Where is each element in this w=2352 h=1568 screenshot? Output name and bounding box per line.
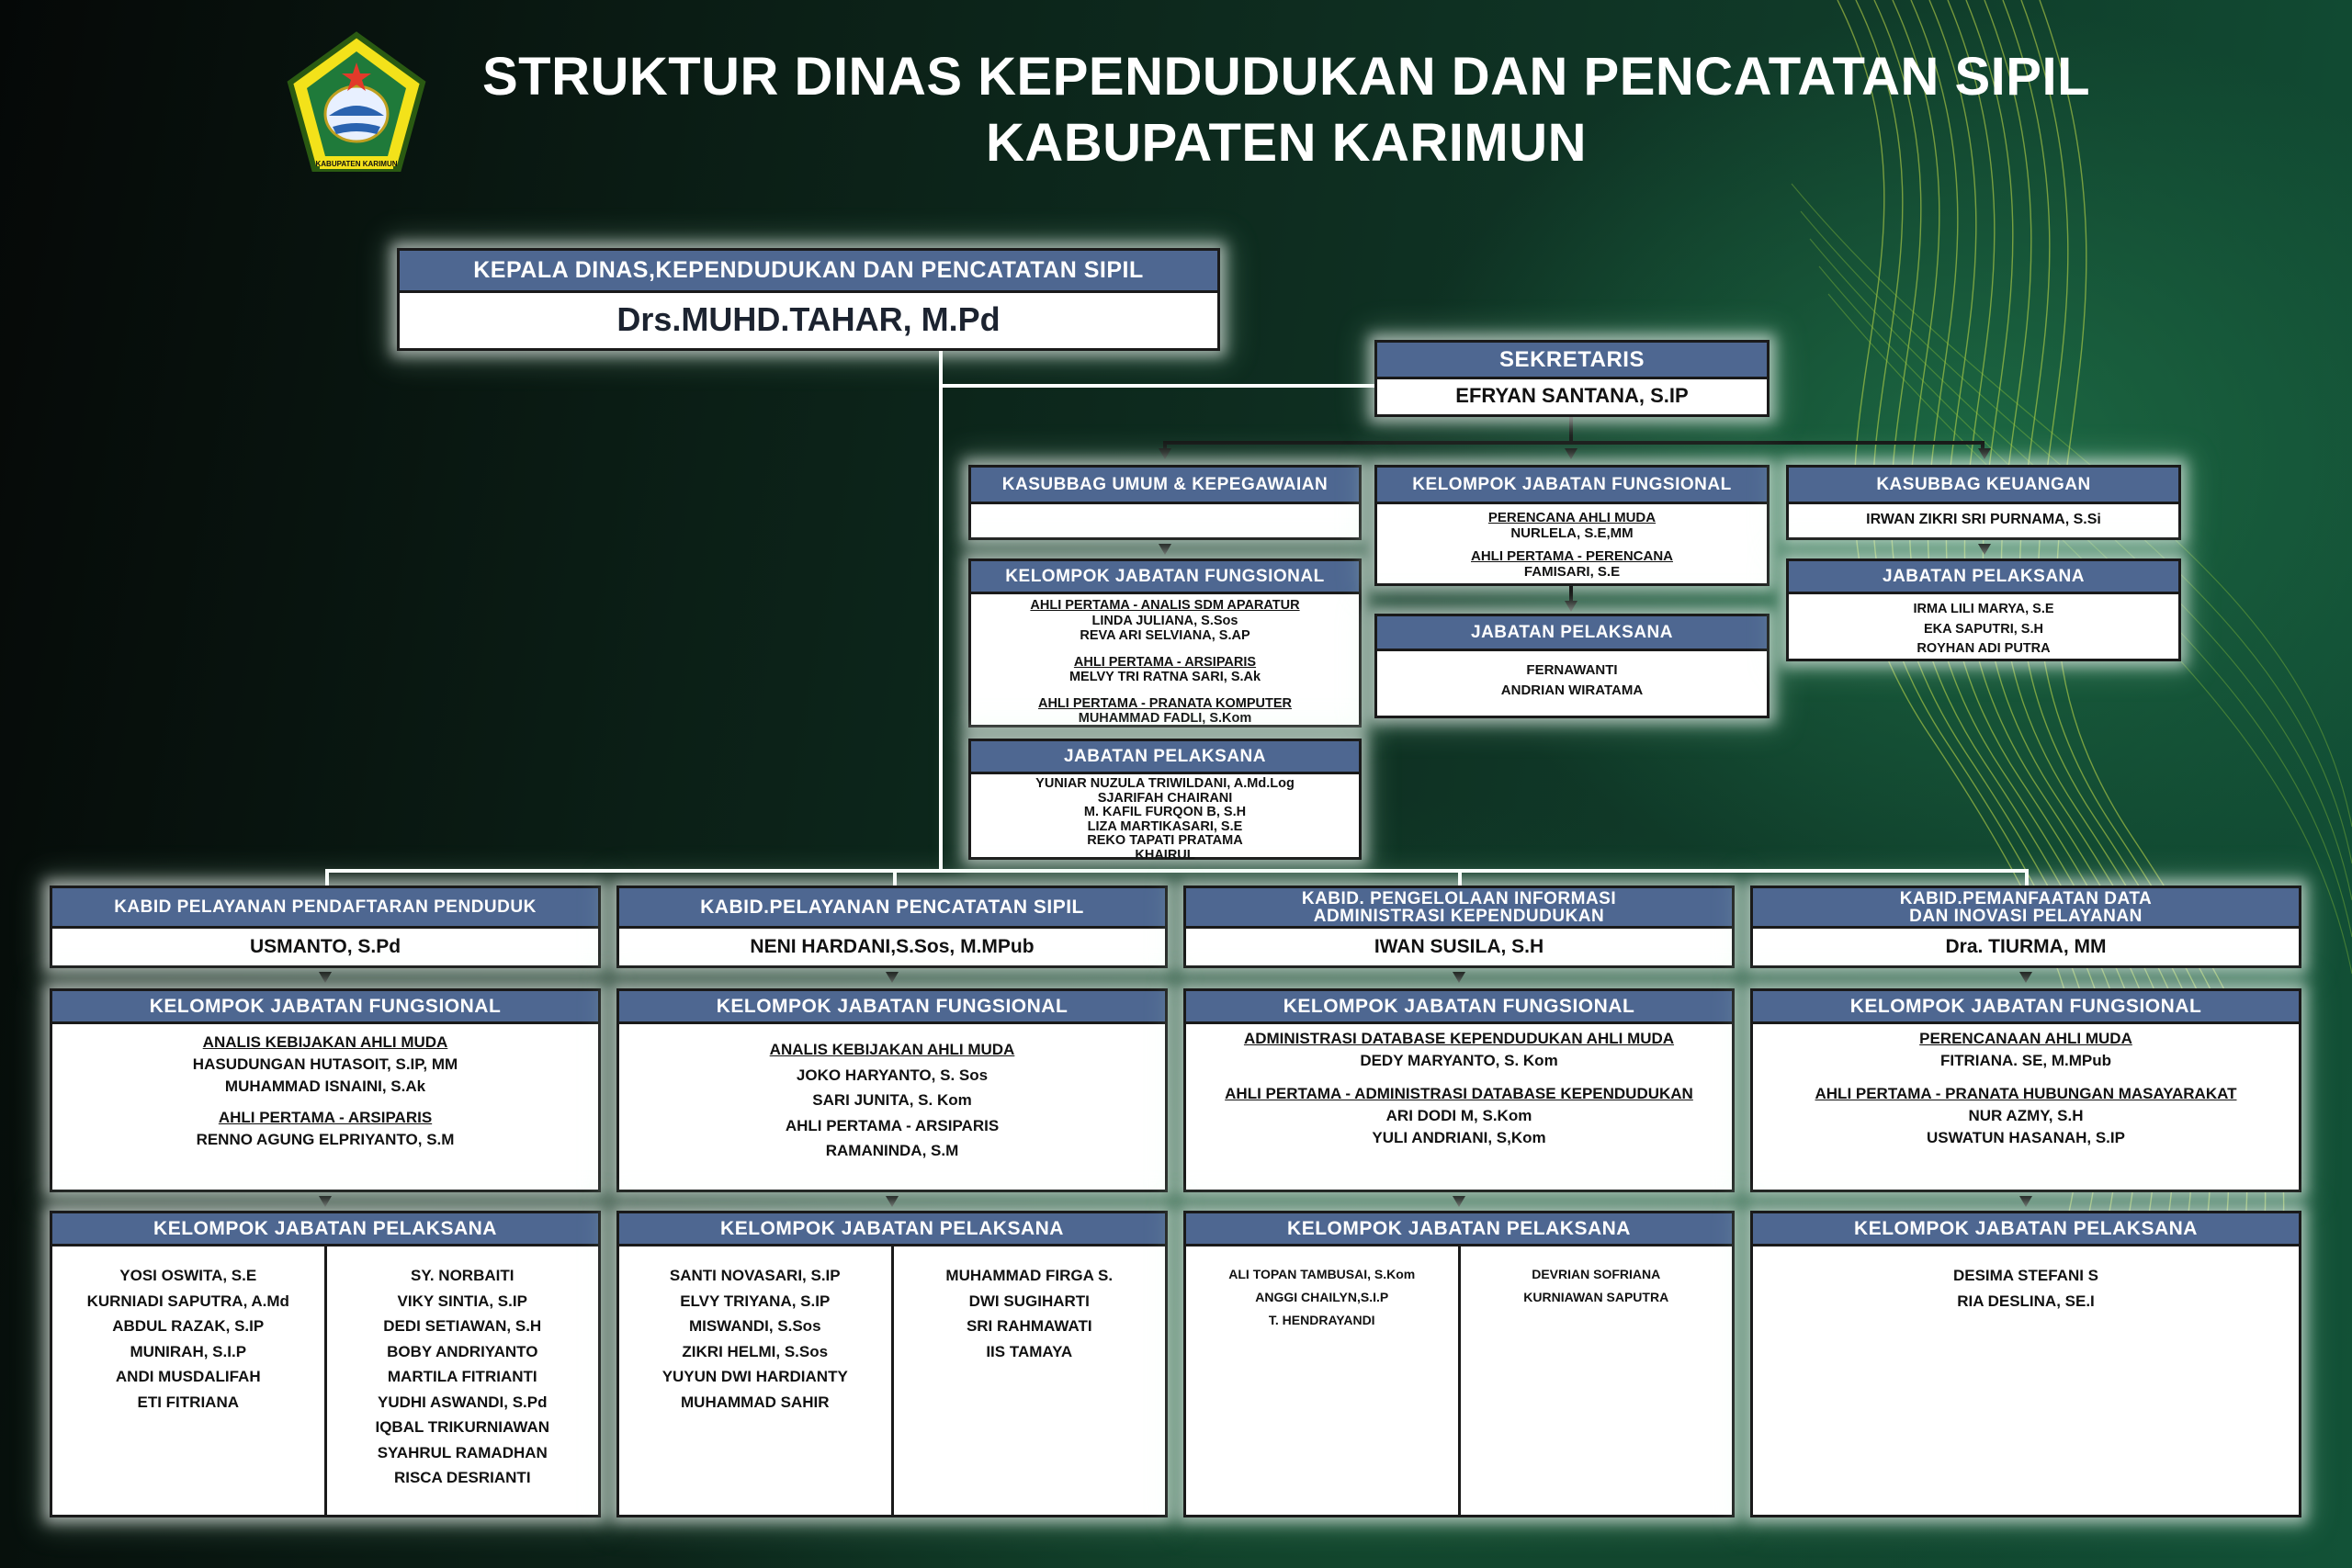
pelaksana-member: ABDUL RAZAK, S.IP [112, 1317, 265, 1335]
pelaksana-member: SRI RAHMAWATI [966, 1317, 1092, 1335]
connector-kabid4 [2025, 869, 2029, 887]
pelaksana-member: T. HENDRAYANDI [1268, 1313, 1375, 1327]
sekretaris-box [1374, 340, 1770, 417]
kabid-pelaksana-box [1183, 1211, 1735, 1517]
kabid-box [616, 886, 1168, 968]
umum-pelaksana-member: M. KAFIL FURQON B, S.H [1083, 805, 1247, 819]
arrow-fungsional-to-pelaksana [886, 1196, 899, 1207]
arrow-keu-to-pelaksana [1978, 544, 1991, 555]
umum-fungsional-group-title: AHLI PERTAMA - ANALIS SDM APARATUR [1030, 598, 1300, 613]
fungsional-member: JOKO HARYANTO, S. Sos [796, 1066, 989, 1084]
sek-fungsional-header: KELOMPOK JABATAN FUNGSIONAL [1377, 468, 1767, 504]
kabid-pelaksana-header: KELOMPOK JABATAN PELAKSANA [52, 1213, 598, 1247]
pelaksana-member: MUNIRAH, S.I.P [130, 1342, 247, 1360]
pelaksana-member: DESIMA STEFANI S [1952, 1267, 2099, 1284]
fungsional-member: DEDY MARYANTO, S. Kom [1360, 1052, 1558, 1069]
kabid-fungsional-header: KELOMPOK JABATAN FUNGSIONAL [619, 991, 1165, 1024]
umum-pelaksana-member: SJARIFAH CHAIRANI [1097, 790, 1233, 806]
pelaksana-member: DEVRIAN SOFRIANA [1532, 1267, 1661, 1281]
kasubbag-keuangan-name: IRWAN ZIKRI SRI PURNAMA, S.Si [1866, 512, 2101, 527]
connector-sek-branch [1163, 441, 1984, 445]
pelaksana-member: ETI FITRIANA [137, 1393, 239, 1411]
fungsional-member: SARI JUNITA, S. Kom [812, 1091, 972, 1109]
connector-kabid-bus [325, 869, 2027, 873]
title-line-1: STRUKTUR DINAS KEPENDUDUKAN DAN PENCATATAN SIPIL [481, 47, 2091, 107]
sek-pelaksana-member: ANDRIAN WIRATAMA [1500, 682, 1644, 698]
pelaksana-member: ZIKRI HELMI, S.Sos [682, 1342, 829, 1360]
sekretaris-header: SEKRETARIS [1377, 343, 1767, 379]
pelaksana-member: DWI SUGIHARTI [968, 1292, 1090, 1310]
fungsional-group-title: AHLI PERTAMA - ARSIPARIS [218, 1109, 433, 1126]
pelaksana-member: IIS TAMAYA [986, 1342, 1073, 1360]
kabid-pelaksana-box [50, 1211, 601, 1517]
fungsional-member: ARI DODI M, S.Kom [1385, 1107, 1532, 1124]
connector-umum-drop [1163, 441, 1167, 450]
arrow-fungsional-to-pelaksana [2019, 1196, 2032, 1207]
kabid-header: KABID.PELAYANAN PENCATATAN SIPIL [619, 888, 1165, 929]
fungsional-group-title: AHLI PERTAMA - ADMINISTRASI DATABASE KEPENDUDUKAN [1225, 1085, 1693, 1102]
pelaksana-member: SANTI NOVASARI, S.IP [669, 1267, 841, 1284]
kabid-pelaksana-box [1750, 1211, 2301, 1517]
sek-pelaksana-box [1374, 614, 1770, 718]
kasubbag-keuangan-box [1786, 465, 2181, 540]
connector-keu-drop [1981, 441, 1984, 450]
sek-fungsional-group-title: PERENCANA AHLI MUDA [1487, 510, 1657, 525]
pelaksana-member: ANGGI CHAILYN,S.I.P [1255, 1290, 1389, 1304]
fungsional-group-title: ANALIS KEBIJAKAN AHLI MUDA [202, 1033, 448, 1051]
arrow-fungsional-to-pelaksana [319, 1196, 332, 1207]
arrow-to-sek-fungsional [1565, 448, 1577, 459]
sek-pelaksana-member: FERNAWANTI [1526, 662, 1618, 678]
pelaksana-member: BOBY ANDRIYANTO [387, 1342, 538, 1360]
sek-fungsional-group-title: AHLI PERTAMA - PERENCANA [1471, 548, 1673, 564]
kabid-pelaksana-header: KELOMPOK JABATAN PELAKSANA [619, 1213, 1165, 1247]
fungsional-member: YULI ANDRIANI, S,Kom [1372, 1129, 1546, 1146]
pelaksana-member: SYAHRUL RAMADHAN [377, 1443, 548, 1461]
fungsional-group-title: AHLI PERTAMA - PRANATA HUBUNGAN MASAYARAKAT [1815, 1085, 2237, 1102]
pelaksana-member: KURNIADI SAPUTRA, A.Md [86, 1292, 289, 1310]
kepala-dinas-header: KEPALA DINAS,KEPENDUDUKAN DAN PENCATATAN SIPIL [400, 251, 1217, 293]
kabid-name: USMANTO, S.Pd [249, 936, 401, 957]
pelaksana-member: MUHAMMAD SAHIR [681, 1393, 830, 1411]
kabid-box [1750, 886, 2301, 968]
kasubbag-keuangan-header: KASUBBAG KEUANGAN [1789, 468, 2178, 504]
sek-fungsional-member: NURLELA, S.E,MM [1510, 525, 1634, 541]
kasubbag-umum-header: KASUBBAG UMUM & KEPEGAWAIAN [971, 468, 1359, 504]
connector-sek-down [1569, 415, 1573, 443]
fungsional-member: AHLI PERTAMA - ARSIPARIS [785, 1116, 1000, 1134]
kabid-name: IWAN SUSILA, S.H [1374, 936, 1544, 957]
connector-kabid2 [893, 869, 897, 887]
kepala-dinas-box [397, 248, 1220, 351]
pelaksana-member: ANDI MUSDALIFAH [115, 1368, 261, 1385]
pelaksana-member: MARTILA FITRIANTI [387, 1368, 537, 1385]
umum-pelaksana-member: REKO TAPATI PRATAMA [1087, 833, 1243, 848]
umum-fungsional-member: MUHAMMAD FADLI, S.Kom [1078, 711, 1252, 726]
pelaksana-member: IQBAL TRIKURNIAWAN [375, 1418, 549, 1436]
kabupaten-karimun-logo [287, 31, 426, 178]
kabid-pelaksana-box [616, 1211, 1168, 1517]
fungsional-group-title: PERENCANAAN AHLI MUDA [1919, 1030, 2132, 1047]
connector-main-vertical [939, 347, 943, 873]
kabid-box [50, 886, 601, 968]
umum-fungsional-member: LINDA JULIANA, S.Sos [1091, 613, 1238, 628]
fungsional-member: HASUDUNGAN HUTASOIT, S.IP, MM [192, 1055, 458, 1073]
pelaksana-member: ELVY TRIYANA, S.IP [680, 1292, 831, 1310]
kepala-dinas-name: Drs.MUHD.TAHAR, M.Pd [616, 299, 1001, 338]
pelaksana-member: YUDHI ASWANDI, S.Pd [378, 1393, 548, 1411]
sek-fungsional-member: FAMISARI, S.E [1523, 564, 1621, 580]
kasubbag-umum-box [968, 465, 1362, 540]
pelaksana-member: KURNIAWAN SAPUTRA [1523, 1290, 1669, 1304]
keuangan-pelaksana-member: EKA SAPUTRI, S.H [1924, 621, 2043, 637]
pelaksana-member: YOSI OSWITA, S.E [119, 1267, 257, 1284]
kabid-fungsional-header: KELOMPOK JABATAN FUNGSIONAL [52, 991, 598, 1024]
pelaksana-member: VIKY SINTIA, S.IP [397, 1292, 527, 1310]
connector-kabid1 [325, 869, 329, 887]
pelaksana-member: ALI TOPAN TAMBUSAI, S.Kom [1228, 1267, 1416, 1281]
kasubbag-umum-pelaksana-box [968, 739, 1362, 863]
kabid-fungsional-box [1183, 988, 1735, 1192]
connector-to-sekretaris [939, 384, 1376, 388]
kasubbag-umum-name [971, 504, 1359, 536]
fungsional-group-title: ADMINISTRASI DATABASE KEPENDUDUKAN AHLI MUDA [1243, 1030, 1675, 1047]
pelaksana-member: RIA DESLINA, SE.I [1957, 1292, 2095, 1310]
kabid-name: Dra. TIURMA, MM [1945, 936, 2107, 957]
keuangan-pelaksana-member: IRMA LILI MARYA, S.E [1913, 602, 2054, 616]
umum-pelaksana-member: YUNIAR NUZULA TRIWILDANI, A.Md.Log [1035, 776, 1295, 791]
arrow-sek-to-pelaksana [1565, 601, 1577, 612]
kasubbag-umum-fungsional-box [968, 558, 1362, 728]
kabid-fungsional-box [616, 988, 1168, 1192]
keuangan-pelaksana-member: ROYHAN ADI PUTRA [1917, 641, 2051, 656]
keuangan-pelaksana-header: JABATAN PELAKSANA [1789, 561, 2178, 594]
kabid-header: KABID. PENGELOLAAN INFORMASI ADMINISTRASI KEPENDUDUKAN [1186, 888, 1732, 929]
arrow-kabid-to-fungsional [886, 972, 899, 983]
sekretaris-name: EFRYAN SANTANA, S.IP [1455, 383, 1689, 407]
page-title [441, 44, 2132, 176]
arrow-kabid-to-fungsional [1453, 972, 1465, 983]
kabid-fungsional-header: KELOMPOK JABATAN FUNGSIONAL [1186, 991, 1732, 1024]
connector-kabid3 [1458, 869, 1462, 887]
umum-pelaksana-member: KHAIRUL [1135, 847, 1195, 863]
arrow-kabid-to-fungsional [319, 972, 332, 983]
fungsional-group-title: ANALIS KEBIJAKAN AHLI MUDA [769, 1041, 1015, 1058]
title-line-2: KABUPATEN KARIMUN [986, 113, 1587, 173]
fungsional-member: RAMANINDA, S.M [825, 1142, 959, 1159]
kabid-name: NENI HARDANI,S.Sos, M.MPub [750, 936, 1035, 957]
sek-fungsional-box [1374, 465, 1770, 586]
kabid-header: KABID.PEMANFAATAN DATA DAN INOVASI PELAYANAN [1753, 888, 2299, 929]
kabid-pelaksana-header: KELOMPOK JABATAN PELAKSANA [1186, 1213, 1732, 1247]
kasubbag-umum-pelaksana-header: JABATAN PELAKSANA [971, 741, 1359, 774]
pelaksana-member: YUYUN DWI HARDIANTY [662, 1368, 848, 1385]
umum-fungsional-group-title: AHLI PERTAMA - PRANATA KOMPUTER [1037, 695, 1293, 711]
fungsional-member: RENNO AGUNG ELPRIYANTO, S.M [196, 1131, 455, 1148]
umum-fungsional-member: REVA ARI SELVIANA, S.AP [1080, 628, 1250, 643]
pelaksana-member: SY. NORBAITI [411, 1267, 514, 1284]
fungsional-member: FITRIANA. SE, M.MPub [1939, 1052, 2112, 1069]
logo-caption: KABUPATEN KARIMUN [315, 160, 398, 168]
arrow-kabid-to-fungsional [2019, 972, 2032, 983]
kasubbag-umum-fungsional-header: KELOMPOK JABATAN FUNGSIONAL [971, 561, 1359, 594]
kasubbag-keuangan-pelaksana-box [1786, 558, 2181, 661]
kabid-header: KABID PELAYANAN PENDAFTARAN PENDUDUK [52, 888, 598, 929]
fungsional-member: NUR AZMY, S.H [1968, 1107, 2084, 1124]
fungsional-member: MUHAMMAD ISNAINI, S.Ak [224, 1077, 426, 1095]
kabid-fungsional-box [1750, 988, 2301, 1192]
umum-fungsional-group-title: AHLI PERTAMA - ARSIPARIS [1073, 654, 1257, 670]
kabid-fungsional-header: KELOMPOK JABATAN FUNGSIONAL [1753, 991, 2299, 1024]
kabid-fungsional-box [50, 988, 601, 1192]
pelaksana-member: MISWANDI, S.Sos [688, 1317, 821, 1335]
pelaksana-member: DEDI SETIAWAN, S.H [383, 1317, 542, 1335]
kabid-box [1183, 886, 1735, 968]
pelaksana-member: RISCA DESRIANTI [393, 1469, 531, 1486]
pelaksana-member: MUHAMMAD FIRGA S. [945, 1267, 1114, 1284]
umum-fungsional-member: MELVY TRI RATNA SARI, S.Ak [1069, 670, 1261, 684]
fungsional-member: USWATUN HASANAH, S.IP [1927, 1129, 2125, 1146]
arrow-umum-to-fungsional [1159, 544, 1171, 555]
arrow-fungsional-to-pelaksana [1453, 1196, 1465, 1207]
umum-pelaksana-member: LIZA MARTIKASARI, S.E [1087, 818, 1243, 834]
kabid-pelaksana-header: KELOMPOK JABATAN PELAKSANA [1753, 1213, 2299, 1247]
sek-pelaksana-header: JABATAN PELAKSANA [1377, 616, 1767, 651]
